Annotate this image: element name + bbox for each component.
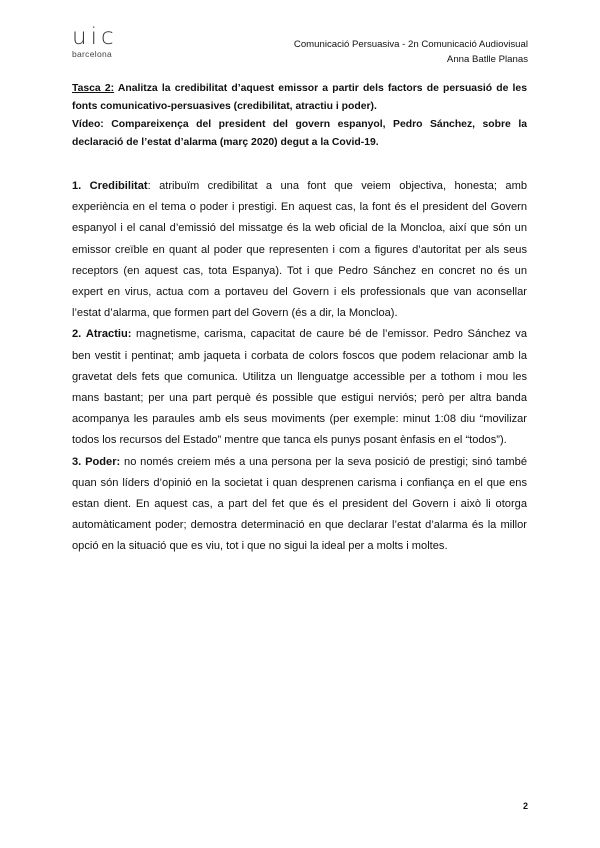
video-statement: Vídeo: Compareixença del president del govern espanyol, Pedro Sánchez, sobre la declaració de l’estat d’alarma (març 2020) degut a la Covid-19. bbox=[72, 119, 527, 148]
section-title: Credibilitat bbox=[89, 180, 148, 192]
section-title: Atractiu: bbox=[85, 328, 132, 341]
section-title: Poder: bbox=[85, 455, 121, 468]
logo-subtitle: barcelona bbox=[72, 49, 113, 59]
uic-logo bbox=[72, 26, 132, 59]
section-text: no només creiem més a una persona per la seva posició de prestigi; sinó també quan són líders d’opinió en la societat i quan desprenen carisma i confiança en el que ens estan dient. En aquest cas, a part del fet que és el president del Govern i això li otorga automàticament poder; demostra determinació en que declarar l’estat d’alarma és la millor opció en la situació que es viu, tot i que no sigui la ideal per a molts i moltes. bbox=[72, 455, 527, 553]
section-text: magnetisme, carisma, capacitat de caure bé de l’emissor. Pedro Sánchez va ben vestit i pentinat; amb jaqueta i corbata de colors foscos que podem relacionar amb la gravetat dels fets que comunica. Utilitza un llenguatge accessible per a tothom i mou les mans bastant; per una part perquè és possible que estigui nerviós; però per altra banda acompanya les paraules amb els seus moviments (per exemple: minut 1:08 diu “movilizar todos los recursos del Estado” mentre que tanca els punys posant ènfasis en el “todos”). bbox=[72, 328, 527, 447]
section-attractiveness bbox=[72, 324, 527, 451]
document-body bbox=[72, 80, 527, 558]
section-credibility bbox=[72, 176, 527, 324]
section-power bbox=[72, 452, 527, 558]
section-separator: : bbox=[147, 180, 151, 192]
section-number: 2. bbox=[72, 328, 82, 341]
course-title: Comunicació Persuasiva - 2n Comunicació Audiovisual bbox=[293, 39, 528, 50]
task-text: Analitza la credibilitat d’aquest emissor a partir dels factors de persuasió de les fonts comunicativo-persuasives (credibilitat, atractiu i poder). bbox=[72, 83, 527, 112]
author-name: Anna Batlle Planas bbox=[446, 54, 528, 65]
task-statement bbox=[72, 80, 527, 116]
task-label: Tasca 2: bbox=[72, 83, 115, 94]
page-header bbox=[294, 37, 528, 67]
section-text: atribuïm credibilitat a una font que veiem objectiva, honesta; amb experiència en el tema o poder i prestigi. En aquest cas, la font és el president del Govern espanyol i el canal d’emissió del missatge és la web oficial de la Moncloa, així que són un emissor creïble en quant al poder que representen i com a figures d’autoritat per als seus receptors (en aquest cas, tota Espanya). Tot i que Pedro Sánchez en concret no és un expert en virus, actua com a portaveu del Govern i els professionals que van aconsellar l’estat d’alarma, que formen part del Govern (és a dir, la Moncloa). bbox=[72, 180, 527, 320]
page-number: 2 bbox=[522, 801, 528, 811]
logo-mark: uic bbox=[72, 24, 118, 50]
section-number: 3. bbox=[72, 455, 82, 468]
section-number: 1. bbox=[72, 180, 82, 192]
